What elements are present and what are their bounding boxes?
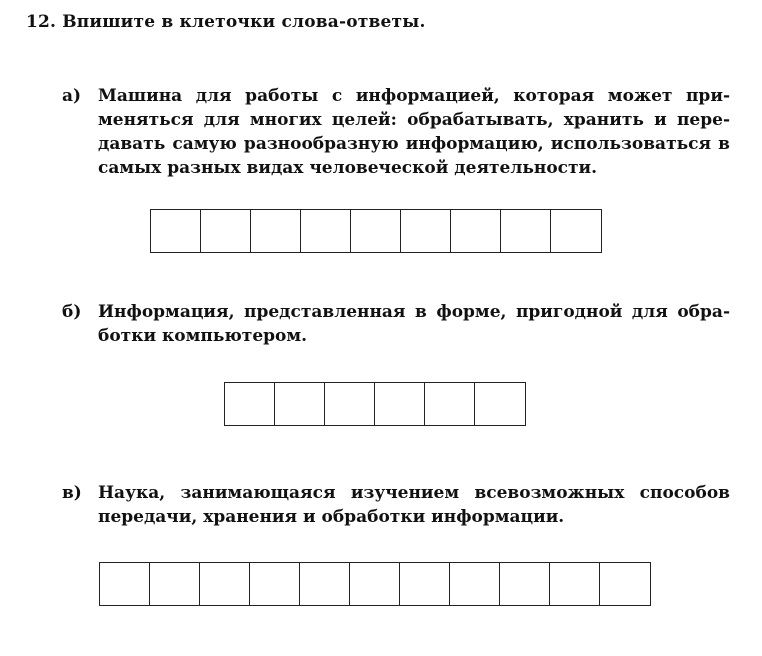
task-header [26, 12, 426, 32]
answer-cell[interactable] [201, 210, 251, 252]
answer-cell[interactable] [250, 563, 300, 605]
answer-grid-c [99, 562, 651, 606]
answer-cell[interactable] [550, 563, 600, 605]
answer-cell[interactable] [151, 210, 201, 252]
answer-cell[interactable] [300, 563, 350, 605]
answer-cell[interactable] [375, 383, 425, 425]
question-b [62, 300, 732, 348]
answer-cell[interactable] [425, 383, 475, 425]
answer-cell[interactable] [100, 563, 150, 605]
answer-cell[interactable] [501, 210, 551, 252]
answer-cell[interactable] [551, 210, 601, 252]
task-number: 12. [26, 12, 57, 32]
answer-cell[interactable] [150, 563, 200, 605]
answer-cell[interactable] [475, 383, 525, 425]
answer-cell[interactable] [401, 210, 451, 252]
answer-cell[interactable] [350, 563, 400, 605]
question-letter: а) [62, 86, 82, 106]
question-text: Машина для работы с информацией, которая может применяться для многих целей: обрабатывать, хранить и передавать самую разнообразную информацию, использоваться в самых разных видах человеческой деятельности. [98, 86, 730, 178]
answer-cell[interactable] [251, 210, 301, 252]
answer-cell[interactable] [301, 210, 351, 252]
question-a [62, 84, 732, 180]
question-text: Наука, занимающаяся изучением всевозможных способов передачи, хранения и обработки информации. [98, 483, 730, 527]
answer-cell[interactable] [200, 563, 250, 605]
question-letter: б) [62, 302, 82, 322]
answer-cell[interactable] [400, 563, 450, 605]
answer-cell[interactable] [325, 383, 375, 425]
answer-cell[interactable] [275, 383, 325, 425]
answer-grid-b [224, 382, 526, 426]
question-text: Информация, представленная в форме, пригодной для обработки компьютером. [98, 302, 730, 346]
answer-cell[interactable] [600, 563, 650, 605]
answer-cell[interactable] [451, 210, 501, 252]
question-c [62, 481, 732, 529]
answer-cell[interactable] [225, 383, 275, 425]
answer-cell[interactable] [450, 563, 500, 605]
answer-grid-a [150, 209, 602, 253]
question-letter: в) [62, 483, 82, 503]
answer-cell[interactable] [500, 563, 550, 605]
task-title: Впишите в клеточки слова-ответы. [62, 12, 426, 32]
answer-cell[interactable] [351, 210, 401, 252]
